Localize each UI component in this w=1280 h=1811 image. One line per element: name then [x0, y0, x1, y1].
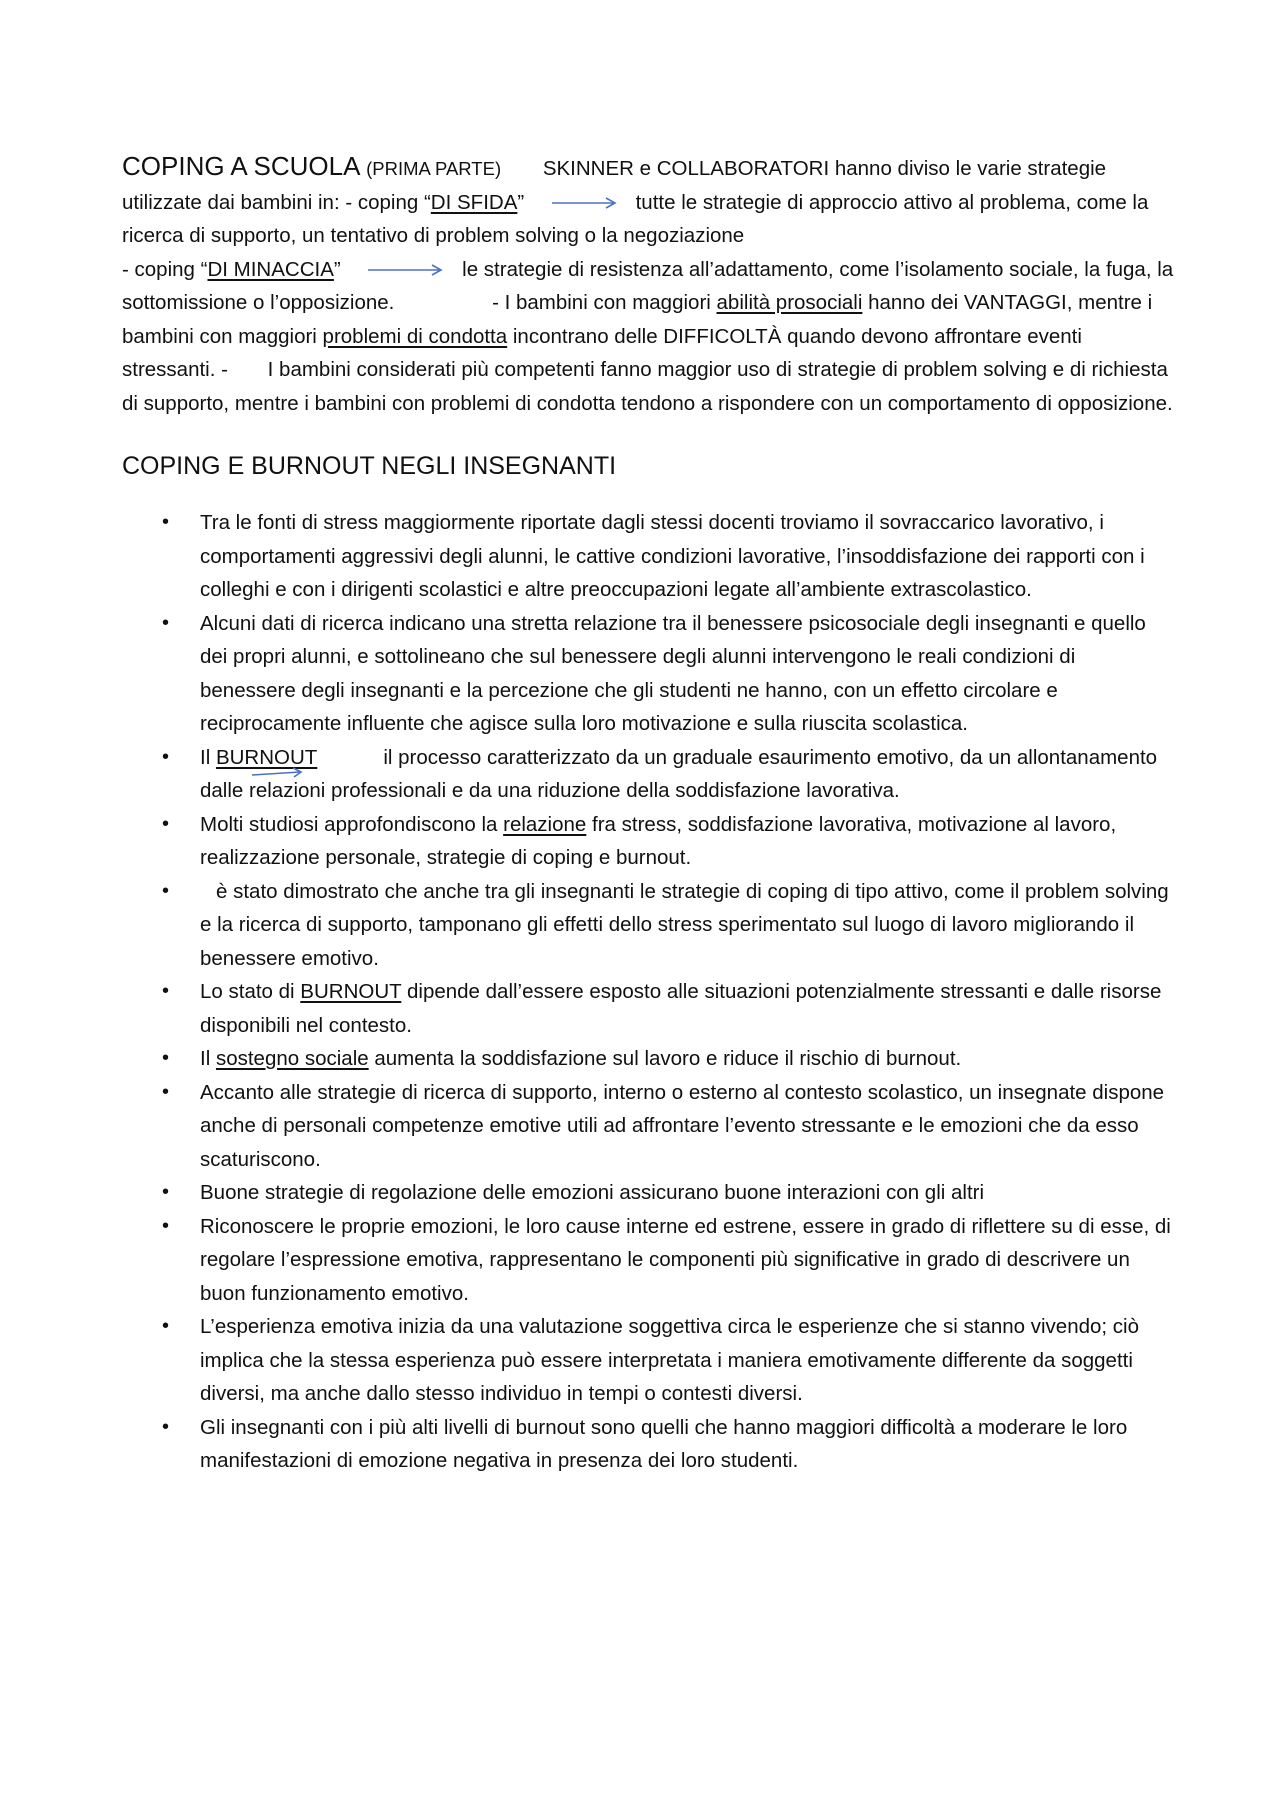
bullet-icon: • — [162, 745, 170, 768]
bullet-icon: • — [162, 1047, 170, 1069]
intro-text-8: I bambini considerati più competenti fanno maggior uso di strategie di problem solving e di richiesta di supporto, mentre i bambini con problemi di condotta tendono a rispondere con un comportamento di opposizione. — [122, 358, 1173, 415]
intro-text-3: - coping “ — [122, 257, 208, 281]
intro-text-4: le strategie di resistenza all’adattamento, come l’isolamento sociale, la fuga, la sottomissione o l’opposizione. — [122, 257, 1174, 314]
intro-text-1: SKINNER e COLLABORATORI hanno diviso le varie strategie utilizzate dai bambini in: - coping “ — [122, 157, 1107, 214]
section-title: COPING E BURNOUT NEGLI INSEGNANTI — [122, 452, 617, 480]
burnout-term: BURNOUT — [215, 745, 318, 769]
intro-text-2: tutte le strategie di approccio attivo al problema, come la ricerca di supporto, un tentativo di problem solving o la negoziazione — [122, 190, 1149, 247]
intro-text-1b: ” — [517, 190, 525, 214]
minaccia-term: DI MINACCIA — [207, 257, 334, 281]
bullet-icon: • — [162, 511, 170, 533]
list-item: • Riconoscere le proprie emozioni, le loro cause interne ed estrene, essere in grado di riflettere su di esse, di regolare l’espressione emotiva, rappresentano le componenti più significative in grado di descrivere un buon funzionamento emotivo. — [122, 1210, 1174, 1311]
bullet-icon: • — [162, 1315, 170, 1337]
bullet-icon: • — [162, 1415, 170, 1438]
list-item: • Il sostegno sociale aumenta la soddisfazione sul lavoro e riduce il rischio di burnout. — [122, 1042, 1174, 1076]
doc-title: COPING A SCUOLA — [122, 151, 361, 181]
bullet-icon: • — [162, 980, 170, 1002]
bullet-icon: • — [162, 611, 170, 634]
intro-text-3b: ” — [333, 257, 341, 281]
list-item: • Buone strategie di regolazione delle emozioni assicurano buone interazioni con gli altri — [122, 1176, 1174, 1210]
list-item: • L’esperienza emotiva inizia da una valutazione soggettiva circa le esperienze che si stanno vivendo; ciò implica che la stessa esperienza può essere interpretata i maniera emotivamente differente da soggetti diversi, ma anche dallo stesso individuo in tempi o contesti diversi. — [122, 1310, 1174, 1411]
list-item: • Alcuni dati di ricerca indicano una stretta relazione tra il benessere psicosociale degli insegnanti e quello dei propri alunni, e sottolineano che sul benessere degli alunni intervengono le reali condizioni di benessere degli insegnanti e la percezione che gli studenti ne hanno, con un effetto circolare e reciprocamente influente che agisce sulla loro motivazione e sulla riuscita scolastica. — [122, 607, 1174, 741]
list-item: • Tra le fonti di stress maggiormente riportate dagli stessi docenti troviamo il sovraccarico lavorativo, i comportamenti aggressivi degli alunni, le cattive condizioni lavorative, l’insoddisfazione dei rapporti con i colleghi e con i dirigenti scolastici e altre preoccupazioni legate all’ambiente extrascolastico. — [122, 506, 1174, 607]
list-item: • è stato dimostrato che anche tra gli insegnanti le strategie di coping di tipo attivo, come il problem solving e la ricerca di supporto, tamponano gli effetti dello stress sperimentato sul luogo di lavoro migliorando il benessere emotivo. — [122, 875, 1174, 976]
list-item: • Accanto alle strategie di ricerca di supporto, interno o esterno al contesto scolastico, un insegnate dispone anche di personali competenze emotive utili ad affrontare l’evento stressante e le emozioni che da esso scaturiscono. — [122, 1076, 1174, 1177]
burnout-term: BURNOUT — [300, 980, 402, 1003]
list-item: • Lo stato di BURNOUT dipende dall’essere esposto alle situazioni potenzialmente stressanti e dalle risorse disponibili nel contesto. — [122, 975, 1174, 1042]
right-arrow-icon — [366, 263, 444, 277]
list-item: • Gli insegnanti con i più alti livelli di burnout sono quelli che hanno maggiori difficoltà a moderare le loro manifestazioni di emozione negativa in presenza dei loro studenti. — [122, 1411, 1174, 1478]
intro-text-5: - I bambini con maggiori — [492, 291, 717, 314]
bullet-icon: • — [162, 1214, 170, 1237]
bullet-icon: • — [162, 812, 170, 835]
right-arrow-icon — [250, 766, 304, 780]
intro-paragraph — [122, 150, 1174, 420]
doc-title-note: (PRIMA PARTE) — [366, 158, 502, 179]
sostegno-term: sostegno sociale — [215, 1047, 369, 1070]
bullet-icon: • — [162, 1080, 170, 1103]
list-item: • Il BURNOUT il processo caratterizzato da un graduale esaurimento emotivo, da un allontanamento dalle relazioni professionali e da una riduzione della soddisfazione lavorativa. — [122, 741, 1174, 808]
bullet-list — [122, 506, 1174, 1478]
prosociali-term: abilità prosociali — [716, 291, 863, 314]
bullet-icon: • — [162, 1181, 170, 1203]
bullet-icon: • — [162, 879, 170, 902]
right-arrow-icon — [550, 196, 618, 210]
intro-text-6: hanno dei VANTAGGI, mentre i bambini con maggiori — [122, 291, 1153, 348]
document-page — [122, 150, 1174, 1478]
intro-text-7: incontrano delle DIFFICOLTÀ quando devono affrontare eventi stressanti. - — [122, 324, 1082, 381]
list-item: • Molti studiosi approfondiscono la relazione fra stress, soddisfazione lavorativa, motivazione al lavoro, realizzazione personale, strategie di coping e burnout. — [122, 808, 1174, 875]
relazione-term: relazione — [503, 812, 587, 836]
condotta-term: problemi di condotta — [322, 324, 508, 348]
sfida-term: DI SFIDA — [430, 190, 518, 214]
